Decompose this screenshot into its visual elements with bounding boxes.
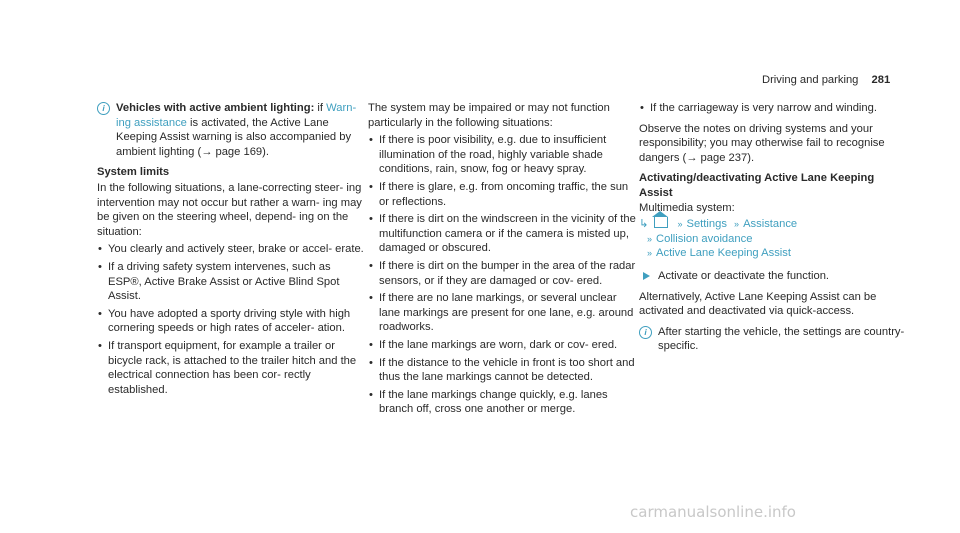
chevron-right-icon: » bbox=[677, 219, 683, 230]
list-item: • If there is glare, e.g. from oncoming traffic, the sun or reflections. bbox=[368, 180, 638, 209]
path-settings[interactable]: Settings bbox=[686, 218, 727, 231]
path-assistance[interactable]: Assistance bbox=[743, 218, 798, 231]
path-collision-avoidance[interactable]: Collision avoidance bbox=[656, 232, 753, 245]
impairment-list-cont bbox=[639, 101, 909, 116]
list-item: • If the distance to the vehicle in front is too short and thus the lane markings cannot be detected. bbox=[368, 356, 638, 385]
section-title: Driving and parking bbox=[762, 74, 859, 86]
path-active-lane-keeping-assist[interactable]: Active Lane Keeping Assist bbox=[656, 247, 791, 260]
observe-notes: Observe the notes on driving systems and your responsibility; you may otherwise fail to recognise dangers (→ page 237). bbox=[639, 122, 885, 164]
list-item: • If there is dirt on the windscreen in the vicinity of the multifunction camera or if the camera is misted up, damaged or obscured. bbox=[368, 212, 638, 256]
chevron-right-icon: » bbox=[734, 219, 740, 230]
warning-assistance-link[interactable]: Warn- ing assistance bbox=[116, 102, 357, 129]
column-1 bbox=[97, 101, 367, 403]
impairment-intro: The system may be impaired or may not function particularly in the following situations: bbox=[368, 102, 610, 129]
ambient-lighting-note bbox=[97, 101, 367, 159]
activate-step bbox=[639, 269, 909, 284]
list-item: • If there are no lane markings, or several unclear lane markings are present for one lane, e.g. around roadworks. bbox=[368, 291, 638, 335]
list-item: • If there is poor visibility, e.g. due to insufficient illumination of the road, highly variable shade conditions, rain, snow, fog or heavy spray. bbox=[368, 133, 638, 177]
return-arrow-icon: ↳ bbox=[639, 218, 649, 231]
activation-heading: Activating/deactivating Active Lane Keeping Assist bbox=[639, 172, 875, 199]
menu-path bbox=[639, 217, 909, 261]
list-item: • If the lane markings change quickly, e.g. lanes branch off, cross one another or merge. bbox=[368, 388, 638, 417]
list-item: • If a driving safety system intervenes, such as ESP®, Active Brake Assist or Active Blind Spot Assist. bbox=[97, 260, 367, 304]
chevron-right-icon: » bbox=[647, 233, 653, 244]
list-item: • If the lane markings are worn, dark or cov- ered. bbox=[368, 338, 638, 353]
info-icon: i bbox=[639, 326, 652, 339]
watermark: carmanualsonline.info bbox=[630, 503, 796, 521]
multimedia-system-label: Multimedia system: bbox=[639, 201, 735, 214]
chevron-right-icon: » bbox=[647, 248, 653, 259]
list-item: • You have adopted a sporty driving style with high cornering speeds or high rates of acceler- ation. bbox=[97, 307, 367, 336]
column-2 bbox=[368, 101, 638, 423]
page-number: 281 bbox=[871, 74, 891, 86]
play-icon bbox=[643, 272, 650, 280]
impairment-list bbox=[368, 133, 638, 417]
page-header bbox=[762, 73, 922, 88]
note-rest: is activated, the Active Lane Keeping Assist warning is also accompanied by ambient lighting (→ page 169). bbox=[116, 116, 352, 158]
list-item: • You clearly and actively steer, brake or accel- erate. bbox=[97, 242, 367, 257]
column-3 bbox=[639, 101, 909, 360]
home-icon[interactable] bbox=[654, 217, 668, 228]
list-item: • If the carriageway is very narrow and winding. bbox=[639, 101, 909, 116]
system-limits-heading: System limits bbox=[97, 166, 170, 179]
step-text: Activate or deactivate the function. bbox=[658, 269, 830, 282]
list-item: • If transport equipment, for example a trailer or bicycle rack, is attached to the trailer hitch and the electrical connection has been cor- rectly established. bbox=[97, 339, 367, 397]
info-icon: i bbox=[97, 102, 110, 115]
quick-access-note: Alternatively, Active Lane Keeping Assist can be activated and deactivated via quick-access. bbox=[639, 290, 877, 318]
system-limits-list bbox=[97, 242, 367, 397]
system-limits-intro: In the following situations, a lane-correcting steer- ing intervention may not occur but rather a warn- ing may be given on the steering wheel, depend- ing on the situation: bbox=[97, 181, 362, 238]
note-lead: Vehicles with active ambient lighting: bbox=[116, 102, 315, 114]
note-pre: if bbox=[317, 102, 324, 114]
country-specific-note bbox=[639, 325, 909, 354]
note-text: After starting the vehicle, the settings are country-specific. bbox=[658, 325, 905, 353]
list-item: • If there is dirt on the bumper in the area of the radar sensors, or if they are damaged or cov- ered. bbox=[368, 259, 638, 288]
